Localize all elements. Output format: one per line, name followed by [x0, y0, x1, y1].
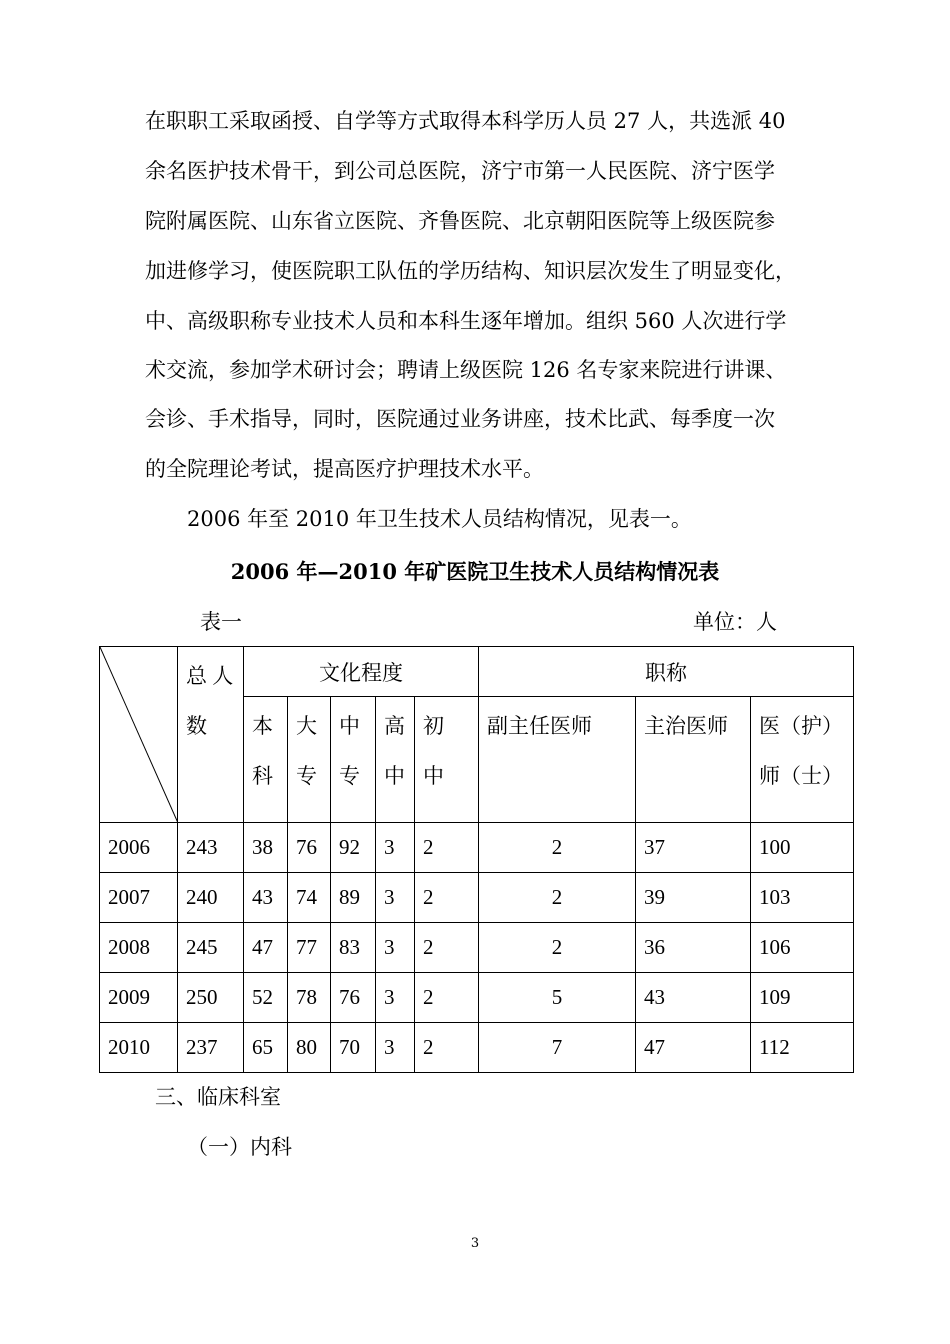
table-cell: 240: [178, 873, 244, 923]
table-cell: 78: [288, 973, 331, 1023]
table-cell: 7: [479, 1023, 636, 1073]
header-text: 初: [423, 714, 444, 738]
table-cell: 47: [244, 923, 288, 973]
table-cell: 3: [376, 973, 415, 1023]
paragraph-line: 院附属医院、山东省立医院、齐鲁医院、北京朝阳医院等上级医院参: [145, 209, 775, 233]
table-cell: 100: [751, 823, 854, 873]
corner-diagonal-cell: [100, 647, 178, 823]
education-group-header: 文化程度: [244, 647, 479, 697]
table-cell: 112: [751, 1023, 854, 1073]
staff-structure-table: [99, 646, 854, 1073]
page-number: 3: [470, 1236, 480, 1251]
year-cell: 2008: [100, 923, 178, 973]
header-text: 本: [252, 714, 273, 738]
table-cell: 2: [479, 823, 636, 873]
table-row: [100, 973, 854, 1023]
table-cell: 65: [244, 1023, 288, 1073]
paragraph-line: 中、高级职称专业技术人员和本科生逐年增加。组织 560 人次进行学: [145, 309, 787, 333]
year-cell: 2010: [100, 1023, 178, 1073]
table-cell: 245: [178, 923, 244, 973]
table-cell: 3: [376, 873, 415, 923]
title-col-header: [636, 697, 751, 823]
title-col-header: [751, 697, 854, 823]
paragraph-line: 余名医护技术骨干，到公司总医院，济宁市第一人民医院、济宁医学: [145, 159, 775, 183]
header-text: 科: [252, 764, 273, 788]
year-cell: 2009: [100, 973, 178, 1023]
table-cell: 36: [636, 923, 751, 973]
table-cell: 243: [178, 823, 244, 873]
table-cell: 3: [376, 923, 415, 973]
paragraph-line: 加进修学习，使医院职工队伍的学历结构、知识层次发生了明显变化，: [145, 259, 796, 283]
table-cell: 38: [244, 823, 288, 873]
table-cell: 250: [178, 973, 244, 1023]
header-text: 高: [384, 714, 405, 738]
table-cell: 80: [288, 1023, 331, 1073]
edu-col-header: [376, 697, 415, 823]
table-cell: 106: [751, 923, 854, 973]
table-row: [100, 923, 854, 973]
table-cell: 3: [376, 1023, 415, 1073]
paragraph-line: 术交流，参加学术研讨会；聘请上级医院 126 名专家来院进行讲课、: [145, 358, 787, 382]
header-text: 中: [423, 764, 444, 788]
table-unit: 单位：人: [693, 610, 777, 634]
title-group-header: 职称: [479, 647, 854, 697]
table-cell: 39: [636, 873, 751, 923]
table-cell: 109: [751, 973, 854, 1023]
total-header: [178, 647, 244, 823]
table-cell: 83: [331, 923, 376, 973]
year-cell: 2007: [100, 873, 178, 923]
year-cell: 2006: [100, 823, 178, 873]
header-text: 总 人: [186, 664, 234, 688]
header-text: 主治医师: [644, 714, 728, 738]
header-text: 中: [339, 714, 360, 738]
header-text: 专: [339, 764, 360, 788]
table-caption: 表一: [200, 610, 242, 634]
table-row: [100, 873, 854, 923]
edu-col-header: [331, 697, 376, 823]
table-cell: 74: [288, 873, 331, 923]
header-text: 医（护）: [759, 714, 843, 738]
table-cell: 2: [479, 923, 636, 973]
table-cell: 2: [415, 873, 479, 923]
edu-col-header: [288, 697, 331, 823]
table-cell: 77: [288, 923, 331, 973]
header-text: 副主任医师: [487, 714, 592, 738]
title-col-header: [479, 697, 636, 823]
table-cell: 37: [636, 823, 751, 873]
table-row: [100, 1023, 854, 1073]
table-cell: 52: [244, 973, 288, 1023]
header-text: 师（士）: [759, 764, 843, 788]
table-title: 2006 年—2010 年矿医院卫生技术人员结构情况表: [230, 559, 720, 584]
table-cell: 3: [376, 823, 415, 873]
table-body: [100, 823, 854, 1073]
paragraph-line: 在职职工采取函授、自学等方式取得本科学历人员 27 人，共选派 40: [145, 109, 786, 133]
table-cell: 70: [331, 1023, 376, 1073]
table-cell: 76: [331, 973, 376, 1023]
edu-col-header: [244, 697, 288, 823]
header-text: 大: [296, 714, 317, 738]
paragraph-line: 的全院理论考试，提高医疗护理技术水平。: [145, 457, 544, 481]
table-cell: 2: [415, 973, 479, 1023]
table-cell: 2: [415, 1023, 479, 1073]
table-cell: 76: [288, 823, 331, 873]
table-cell: 92: [331, 823, 376, 873]
table-row: [100, 823, 854, 873]
table-cell: 103: [751, 873, 854, 923]
table-cell: 43: [636, 973, 751, 1023]
subsection-heading: （一）内科: [187, 1135, 292, 1159]
edu-col-header: [415, 697, 479, 823]
section-heading: 三、临床科室: [155, 1085, 281, 1109]
header-text: 专: [296, 764, 317, 788]
table-cell: 2: [415, 923, 479, 973]
table-cell: 43: [244, 873, 288, 923]
table-cell: 89: [331, 873, 376, 923]
intro-line: 2006 年至 2010 年卫生技术人员结构情况，见表一。: [187, 507, 692, 531]
diagonal-line-icon: [100, 647, 178, 823]
table-cell: 237: [178, 1023, 244, 1073]
paragraph-line: 会诊、手术指导，同时，医院通过业务讲座，技术比武、每季度一次: [145, 407, 775, 431]
table-cell: 5: [479, 973, 636, 1023]
table-cell: 2: [415, 823, 479, 873]
table-cell: 2: [479, 873, 636, 923]
table-cell: 47: [636, 1023, 751, 1073]
header-text: 数: [186, 714, 207, 738]
header-text: 中: [384, 764, 405, 788]
